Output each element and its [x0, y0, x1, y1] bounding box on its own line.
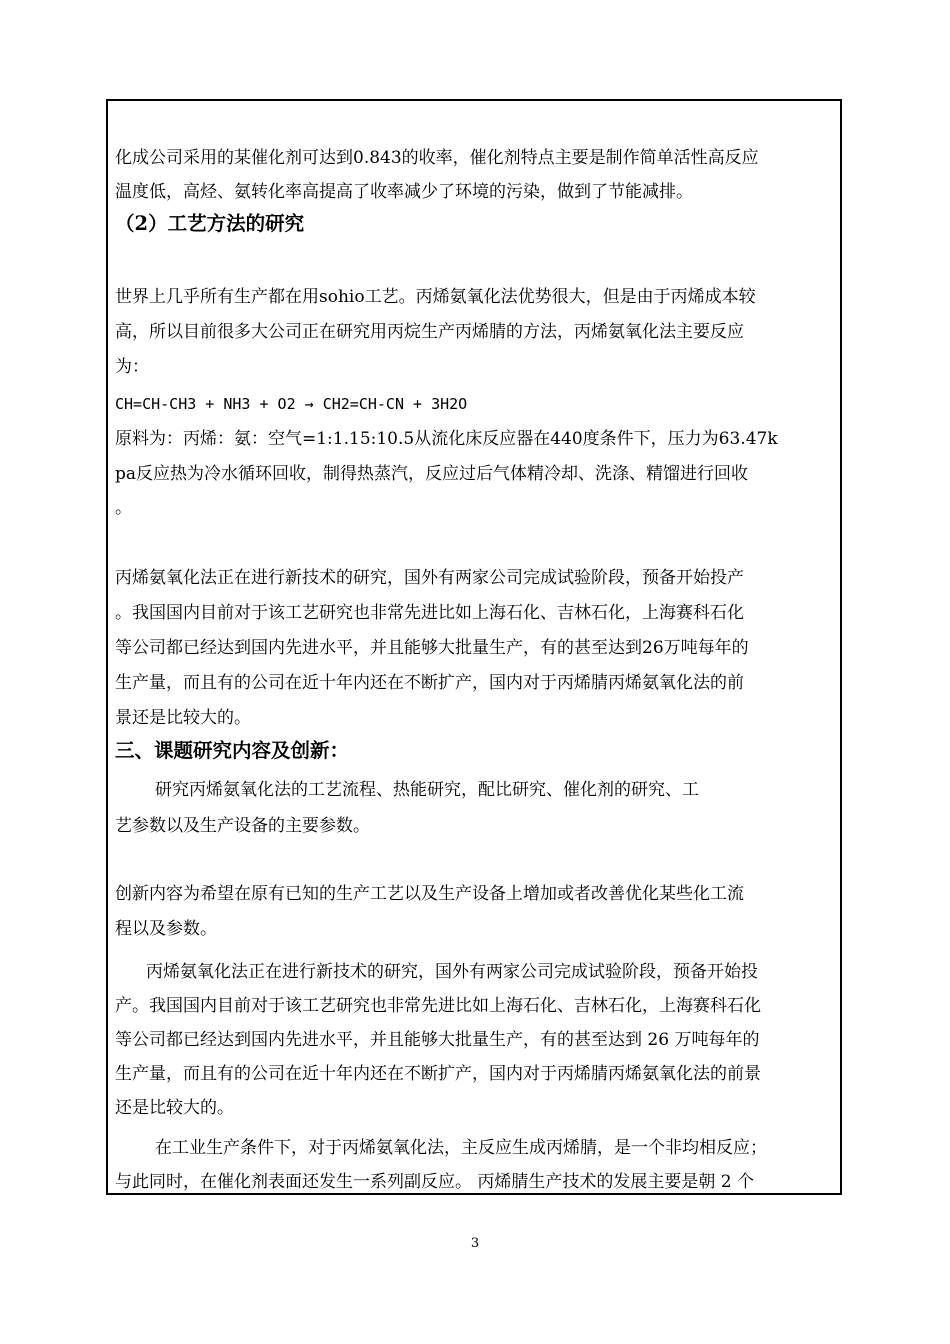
text-line: 高，所以目前很多大公司正在研究用丙烷生产丙烯腈的方法，丙烯氨氧化法主要反应 [115, 322, 744, 342]
section-heading: 三、课题研究内容及创新： [115, 739, 350, 762]
text-line: 在工业生产条件下，对于丙烯氨氧化法，主反应生成丙烯腈，是一个非均相反应； [155, 1138, 767, 1158]
text-line: 温度低，高烃、氨转化率高提高了收率减少了环境的污染，做到了节能减排。 [115, 182, 693, 202]
text-line: 产。我国国内目前对于该工艺研究也非常先进比如上海石化、吉林石化，上海赛科石化 [115, 996, 761, 1016]
text-line: 世界上几乎所有生产都在用sohio工艺。丙烯氨氧化法优势很大，但是由于丙烯成本较 [115, 287, 756, 307]
text-line: 艺参数以及生产设备的主要参数。 [115, 816, 370, 836]
text-line: 等公司都已经达到国内先进水平，并且能够大批量生产，有的甚至达到 26 万吨每年的 [115, 1030, 760, 1050]
text-line: 还是比较大的。 [115, 1098, 234, 1118]
text-line: 生产量，而且有的公司在近十年内还在不断扩产，国内对于丙烯腈丙烯氨氧化法的前景 [115, 1064, 761, 1084]
text-line: pa反应热为冷水循环回收，制得热蒸汽，反应过后气体精冷却、洗涤、精馏进行回收 [115, 464, 749, 484]
text-line: 。我国国内目前对于该工艺研究也非常先进比如上海石化、吉林石化，上海赛科石化 [115, 603, 744, 623]
text-line: 景还是比较大的。 [115, 708, 251, 728]
text-line: 等公司都已经达到国内先进水平，并且能够大批量生产，有的甚至达到26万吨每年的 [115, 638, 749, 658]
reaction-equation: CH=CH-CH3 + NH3 + O2 → CH2=CH-CN + 3H2O [115, 395, 468, 413]
text-line: 与此同时，在催化剂表面还发生一系列副反应。 丙烯腈生产技术的发展主要是朝 2 个 [115, 1172, 755, 1192]
text-line: 化成公司采用的某催化剂可达到0.843的收率，催化剂特点主要是制作简单活性高反应 [115, 148, 759, 168]
section-heading: （2）工艺方法的研究 [115, 212, 305, 235]
text-line: 原料为：丙烯：氨：空气=1:1.15:10.5从流化床反应器在440度条件下，压力为63.47k [115, 429, 778, 449]
text-line: 程以及参数。 [115, 919, 217, 939]
text-line: 创新内容为希望在原有已知的生产工艺以及生产设备上增加或者改善优化某些化工流 [115, 884, 744, 904]
text-line: 。 [115, 498, 132, 518]
text-line: 丙烯氨氧化法正在进行新技术的研究，国外有两家公司完成试验阶段，预备开始投产 [115, 568, 744, 588]
page-number: 3 [470, 1236, 480, 1251]
text-line: 生产量，而且有的公司在近十年内还在不断扩产，国内对于丙烯腈丙烯氨氧化法的前 [115, 673, 744, 693]
text-line: 丙烯氨氧化法正在进行新技术的研究，国外有两家公司完成试验阶段，预备开始投 [146, 962, 758, 982]
text-line: 研究丙烯氨氧化法的工艺流程、热能研究，配比研究、催化剂的研究、工 [155, 780, 699, 800]
text-line: 为： [115, 357, 149, 377]
